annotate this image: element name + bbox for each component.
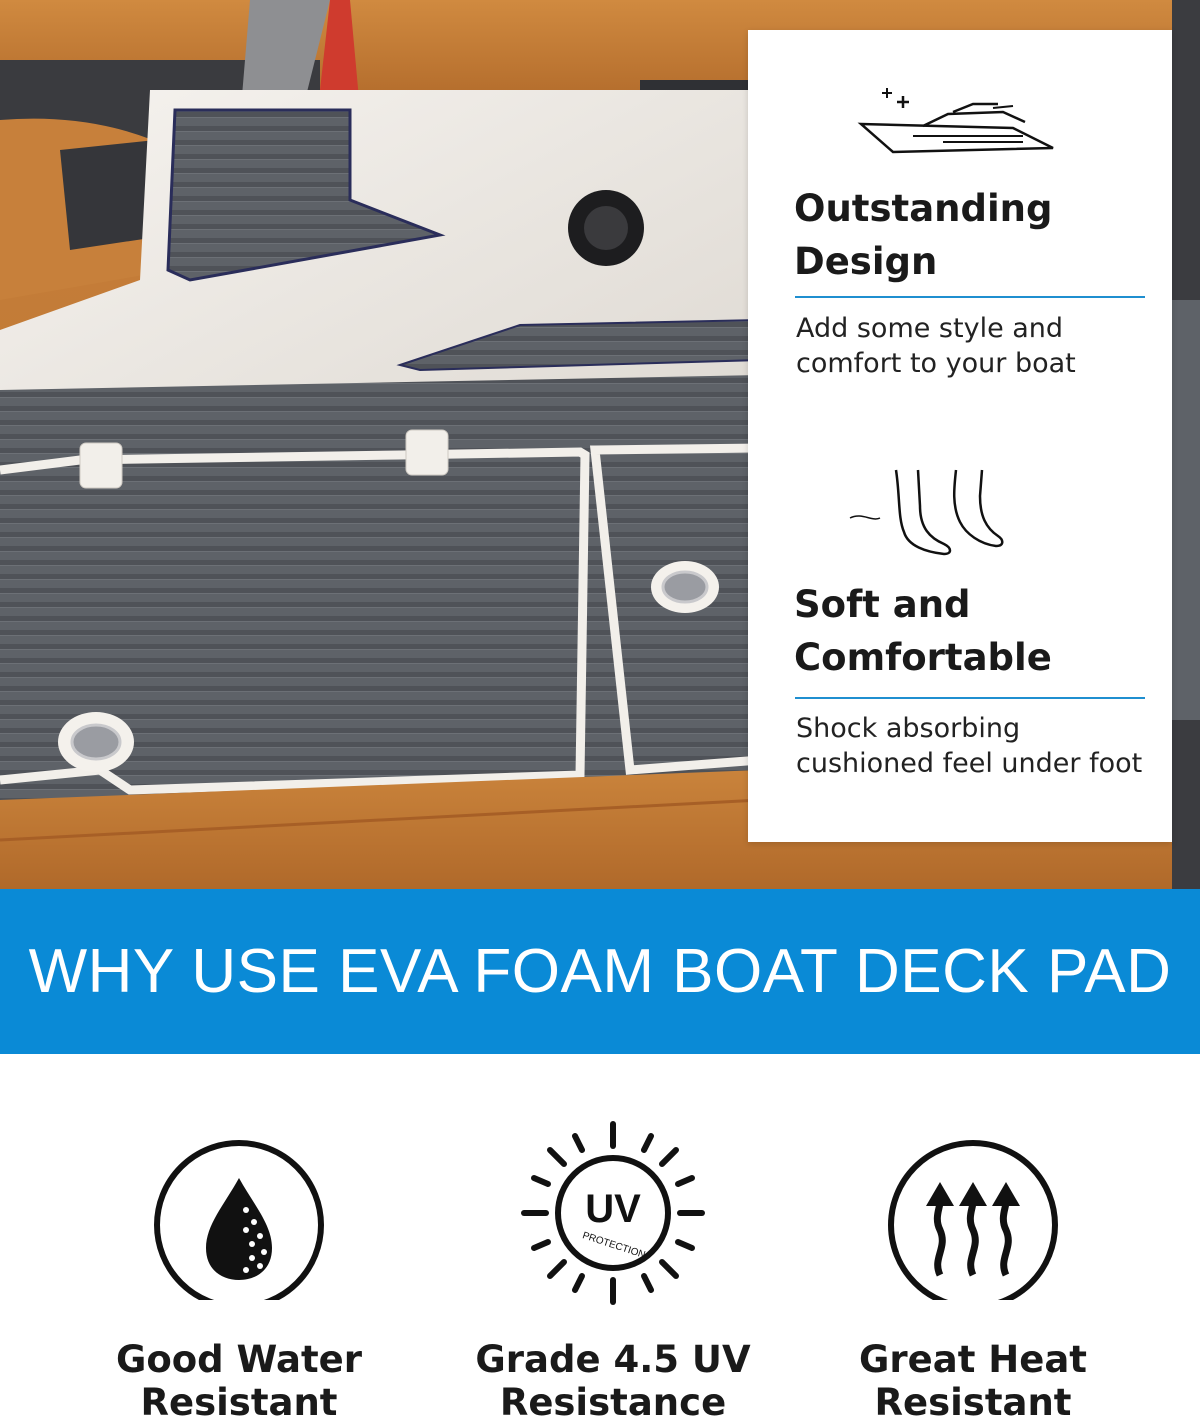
feet-icon [848,466,1008,558]
feature-heat-resistant [803,1130,1143,1424]
feature-divider [795,296,1145,298]
feature-label-uv: Grade 4.5 UV Resistance [475,1338,751,1424]
yacht-icon [853,82,1058,162]
headline-banner [0,889,1200,1054]
feature-water-resistant [69,1130,409,1424]
feature-title-design: Outstanding Design [794,187,1053,283]
feature-title-comfort: Soft and Comfortable [794,583,1052,679]
feature-label-heat: Great Heat Resistant [859,1338,1087,1424]
water-drop-icon [154,1130,324,1300]
feature-label-water: Good Water Resistant [115,1338,363,1424]
heat-arrows-icon [888,1130,1058,1300]
features-card [748,30,1172,842]
uv-protection-icon [520,1120,706,1306]
feature-divider [795,697,1145,699]
uv-icon-text: UV [585,1187,641,1231]
banner-title: WHY USE EVA FOAM BOAT DECK PAD [28,937,1172,1006]
uv-icon-subtext: PROTECTION [580,1230,647,1261]
feature-uv-resistance [443,1130,783,1424]
feature-desc-design: Add some style and comfort to your boat [796,313,1076,379]
feature-desc-comfort: Shock absorbing cushioned feel under foot [796,713,1143,779]
